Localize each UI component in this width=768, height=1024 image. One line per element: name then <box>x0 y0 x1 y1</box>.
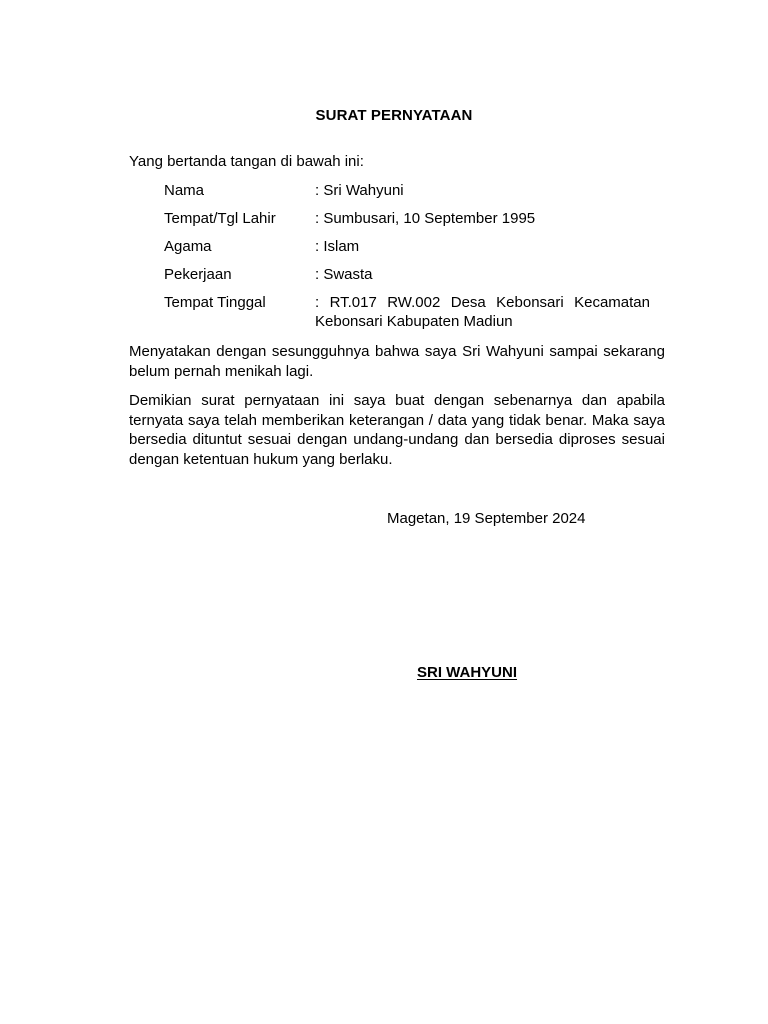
field-value: : Islam <box>315 238 360 255</box>
field-label: Tempat Tinggal <box>164 294 266 311</box>
field-label: Nama <box>164 182 205 199</box>
field-row-tempat-tinggal <box>164 293 650 331</box>
field-label: Agama <box>164 238 212 255</box>
field-value: : Sri Wahyuni <box>315 182 404 199</box>
field-label: Tempat/Tgl Lahir <box>164 210 276 227</box>
identity-fields <box>164 181 650 340</box>
field-row-tempat-tgl-lahir <box>164 209 650 228</box>
field-row-nama <box>164 181 650 200</box>
field-row-agama <box>164 237 650 256</box>
closing-paragraph: Demikian surat pernyataan ini saya buat dengan sebenarnya dan apabila ternyata saya telah memberikan keterangan / data yang tidak benar. Maka saya bersedia dituntut sesuai dengan undang-undang dan bersedia diproses sesuai dengan ketentuan hukum yang berlaku. <box>129 392 665 468</box>
field-row-pekerjaan <box>164 265 650 284</box>
signer-name: SRI WAHYUNI <box>417 664 518 681</box>
document-title: SURAT PERNYATAAN <box>315 107 473 124</box>
field-label: Pekerjaan <box>164 266 232 283</box>
intro-text: Yang bertanda tangan di bawah ini: <box>129 153 364 170</box>
field-value: : RT.017 RW.002 Desa Kebonsari Kecamatan Kebonsari Kabupaten Madiun <box>315 294 650 330</box>
field-value: : Swasta <box>315 266 373 283</box>
field-value: : Sumbusari, 10 September 1995 <box>315 210 536 227</box>
statement-paragraph: Menyatakan dengan sesungguhnya bahwa saya Sri Wahyuni sampai sekarang belum pernah menikah lagi. <box>129 343 665 380</box>
place-date: Magetan, 19 September 2024 <box>387 510 586 527</box>
